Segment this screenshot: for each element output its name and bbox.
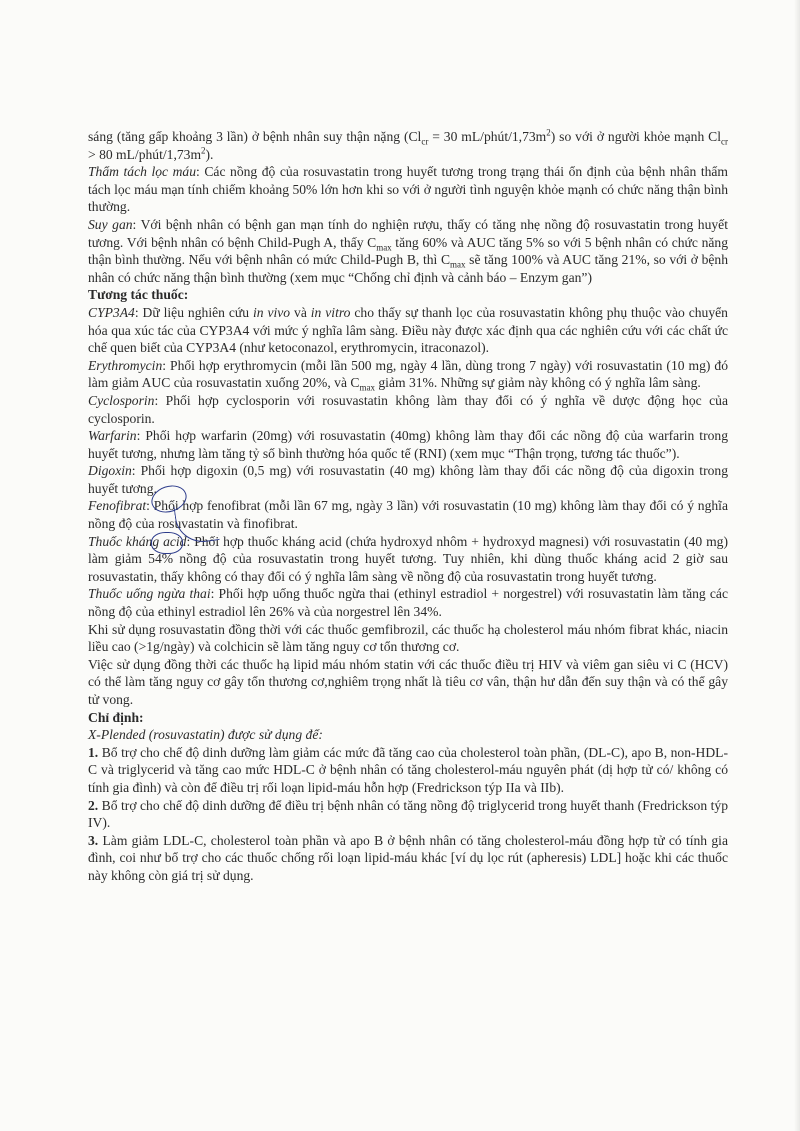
text-run: giảm 31%. Những sự giảm này không có ý nghĩa lâm sàng.: [374, 375, 701, 391]
list-number: 1.: [88, 744, 99, 760]
italic-run: Warfarin: [88, 428, 137, 444]
italic-run: Thuốc uống ngừa thai: [88, 586, 211, 602]
italic-run: X-Plended (rosuvastatin) được sử dụng để:: [88, 727, 323, 743]
text-run: max: [450, 259, 466, 270]
text-run: 2: [546, 127, 551, 138]
italic-run: Erythromycin: [88, 357, 163, 373]
text-run: : Các nồng độ của rosuvastatin trong huyết tương trong trạng thái ổn định của bệnh nhân thẩm tách lọc máu mạn tính chiếm khoảng 50% lớn hơn khi so với ở người tình nguyện khỏe mạnh có chức năng thận bình thường.: [88, 164, 728, 215]
list-item: [88, 832, 728, 885]
document-body: [88, 128, 728, 885]
text-run: và: [290, 304, 311, 320]
paragraph: [88, 128, 728, 163]
text-run: tăng 60% và AUC tăng 5% so với 5 bệnh nhân có chức năng thận bình thường. Nếu với bệnh nhân có mức Child-Pugh B, thì C: [88, 234, 728, 268]
paragraph: [88, 357, 728, 392]
paragraph: [88, 216, 728, 286]
paragraph: [88, 621, 728, 656]
text-run: ) so với ở người khỏe mạnh Cl: [550, 129, 721, 144]
paragraph: [88, 533, 728, 586]
text-run: max: [359, 383, 375, 394]
text-run: : Phối hợp uống thuốc ngừa thai (ethinyl estradiol + norgestrel) với rosuvastatin làm tăng các nồng độ của ethinyl estradiol lên 26% và của norgestrel lên 34%.: [88, 586, 728, 620]
italic-run: CYP3A4: [88, 304, 135, 320]
text-run: Việc sử dụng đồng thời các thuốc hạ lipid máu nhóm statin với các thuốc điều trị HIV và viêm gan siêu vi C (HCV) có thể làm tăng nguy cơ gây tổn thương cơ,nghiêm trọng nhất là tiêu cơ vân, thận hư dẫn đến suy thận và có thể gây tử vong.: [88, 656, 728, 707]
list-item: [88, 744, 728, 797]
scan-edge-shadow: [794, 0, 800, 1131]
text-run: cr: [421, 136, 429, 147]
text-run: : Dữ liệu nghiên cứu: [134, 304, 253, 320]
italic-run: Cyclosporin: [88, 392, 155, 408]
text-run: Chỉ định:: [88, 709, 144, 725]
text-run: 2: [201, 145, 206, 156]
italic-run: Fenofibrat: [88, 498, 147, 514]
paragraph: [88, 304, 728, 357]
italic-run: Digoxin: [88, 463, 132, 479]
text-run: Tương tác thuốc:: [88, 287, 189, 303]
italic-run: Suy gan: [88, 216, 133, 232]
section-heading: [88, 286, 728, 304]
text-run: sáng (tăng gấp khoảng 3 lần) ở bệnh nhân suy thận nặng (Cl: [88, 129, 422, 144]
list-number: 2.: [88, 797, 99, 813]
paragraph: [88, 726, 728, 744]
list-number: 3.: [88, 832, 99, 848]
italic-run: in vivo: [252, 304, 291, 320]
text-run: > 80 mL/phút/1,73m: [88, 146, 202, 162]
text-run: : Phối hợp erythromycin (mỗi lần 500 mg, ngày 4 lần, dùng trong 7 ngày) với rosuvastatin (10 mg) đó làm giảm AUC của rosuvastatin xuống 20%, và C: [88, 357, 728, 391]
text-run: = 30 mL/phút/1,73m: [428, 129, 547, 144]
text-run: cr: [721, 136, 728, 147]
text-run: : Phối hợp fenofibrat (mỗi lần 67 mg, ngày 3 lần) với rosuvastatin (10 mg) không làm thay đổi có ý nghĩa nồng độ của rosuvastatin và finofibrat.: [88, 498, 728, 532]
text-run: cho thấy sự thanh lọc của rosuvastatin không phụ thuộc vào chuyển hóa qua xúc tác của CYP3A4 với mức ý nghĩa lâm sàng. Điều này được xác định qua các nghiên cứu với các chất ức chế quen biết của CYP3A4 (như ketoconazol, erythromycin, itraconazol).: [88, 304, 728, 356]
italic-run: Thẩm tách lọc máu: [88, 164, 197, 180]
text-run: : Phối hợp thuốc kháng acid (chứa hydroxyd nhôm + hydroxyd magnesi) với rosuvastatin (40 mg) làm giảm 54% nồng độ của rosuvastatin trong huyết tương. Tuy nhiên, khi dùng thuốc kháng acid 2 giờ sau rosuvastatin, thấy không có thay đổi có ý nghĩa lâm sàng về nồng độ của rosuvastatin trong huyết tương.: [88, 533, 728, 584]
paragraph: [88, 656, 728, 709]
text-run: Bổ trợ cho chế độ dinh dưỡng làm giảm các mức đã tăng cao của cholesterol toàn phần, (DL-C), apo B, non-HDL-C và triglycerid và tăng cao mức HDL-C ở bệnh nhân có tăng cholesterol-máu nguyên phát (dị hợp tử có/ không có tính gia đình) và còn để điều trị rối loạn lipid-máu hỗn hợp (Fredrickson týp IIa và IIb).: [88, 744, 728, 795]
paragraph: [88, 585, 728, 620]
text-run: Làm giảm LDL-C, cholesterol toàn phần và apo B ở bệnh nhân có tăng cholesterol-máu đồng hợp tử có tính gia đình, coi như bổ trợ cho các thuốc chống rối loạn lipid-máu khác [ví dụ lọc rút (apheresis) LDL] hoặc khi các thuốc này không còn giá trị sử dụng.: [88, 832, 728, 883]
section-heading: [88, 709, 728, 727]
text-run: : Với bệnh nhân có bệnh gan mạn tính do nghiện rượu, thấy có tăng nhẹ nồng độ rosuvastatin trong huyết tương. Với bệnh nhân có bệnh Child-Pugh A, thấy C: [88, 216, 728, 250]
paragraph: [88, 163, 728, 216]
paragraph: [88, 497, 728, 532]
text-run: : Phối hợp cyclosporin với rosuvastatin không làm thay đổi có ý nghĩa về dược động học của cyclosporin.: [88, 392, 728, 426]
text-run: : Phối hợp warfarin (20mg) với rosuvastatin (40mg) không làm thay đổi các nồng độ của warfarin trong huyết tương, nhưng làm tăng tỷ số bình thường hóa quốc tế (RNI) (xem mục “Thận trọng, tương tác thuốc”).: [88, 428, 728, 461]
text-run: : Phối hợp digoxin (0,5 mg) với rosuvastatin (40 mg) không làm thay đổi các nồng độ của digoxin trong huyết tương.: [88, 463, 728, 496]
text-run: Khi sử dụng rosuvastatin đồng thời với các thuốc gemfibrozil, các thuốc hạ cholesterol máu nhóm fibrat khác, niacin liều cao (>1g/ngày) và colchicin sẽ làm tăng nguy cơ tổn thương cơ.: [88, 621, 728, 655]
list-item: [88, 797, 728, 832]
text-run: sẽ tăng 100% và AUC tăng 21%, so với ở bệnh nhân có chức năng thận bình thường (xem mục “Chống chỉ định và cảnh báo – Enzym gan”): [88, 252, 728, 285]
paragraph: [88, 427, 728, 462]
text-run: max: [376, 242, 392, 253]
italic-run: Thuốc kháng acid: [88, 533, 187, 549]
paragraph: [88, 392, 728, 427]
paragraph: [88, 462, 728, 497]
text-run: ).: [205, 146, 214, 162]
italic-run: in vitro: [310, 304, 351, 320]
text-run: Bổ trợ cho chế độ dinh dưỡng để điều trị bệnh nhân có tăng nồng độ triglycerid trong huyết thanh (Fredrickson týp IV).: [88, 797, 728, 831]
